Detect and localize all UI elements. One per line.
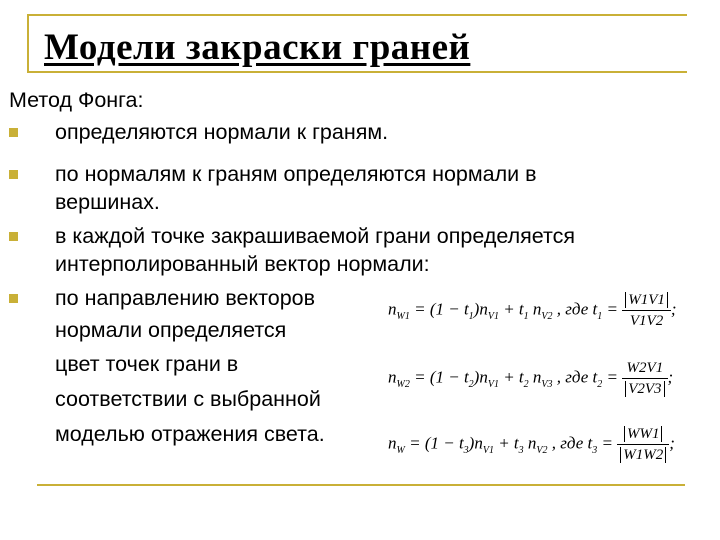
bullet-1-text: определяются нормали к граням. [55,120,389,144]
fraction-numerator: W2V1 [622,358,667,379]
bullet-4-text-cont: моделью отражения света. [55,422,325,446]
fraction-denominator: W1W2 [620,447,666,463]
fraction-numerator: WW1 [624,426,663,442]
title-underline-rule [27,71,687,73]
slide-title: Модели закраски граней [44,27,471,68]
bullet-4-text-cont: соответствии с выбранной [55,387,321,411]
formula-2: $n_{W2} = (1 - t_2)n_{V1} + t_2$ $n_{V3}$ , где $t_2$ = $\frac{W2V1}{V2V3}$ ; [388,360,674,397]
bullet-2-text: по нормалям к граням определяются нормали в [55,162,537,186]
bullet-2-text-cont: вершинах. [55,190,160,214]
formula-3: $n_W = (1 - t_3)n_{V1} + t_3$ $n_{V2}$ , где $t_3$ = $\frac{WW1}{W1W2}$ ; [388,426,675,463]
bullet-4-text: по направлению векторов [55,286,316,310]
bullet-3-text: в каждой точке закрашиваемой грани определяется [55,224,576,248]
method-heading: Метод Фонга: [9,88,144,112]
fraction-denominator: V2V3 [625,381,664,397]
frame-left-rule [27,14,29,72]
bullet-marker [9,170,18,179]
bullet-4-text-cont: нормали определяется [55,318,287,342]
bullet-3-text-cont: интерполированный вектор нормали: [55,252,430,276]
bullet-marker [9,128,18,137]
bullet-marker [9,232,18,241]
frame-top-rule [27,14,687,16]
fraction-denominator: V1V2 [629,313,664,329]
fraction-numerator: W1V1 [625,292,668,308]
bullet-marker [9,294,18,303]
formula-1: $n_{W1} = (1 - t_1)n_{V1} + t_1$ $n_{V2}$ , где $t_1$ = $\frac{W1V1}{V1V2}$ ; [388,292,677,329]
bullet-4-text-cont: цвет точек грани в [55,352,239,376]
bottom-rule [37,484,685,486]
